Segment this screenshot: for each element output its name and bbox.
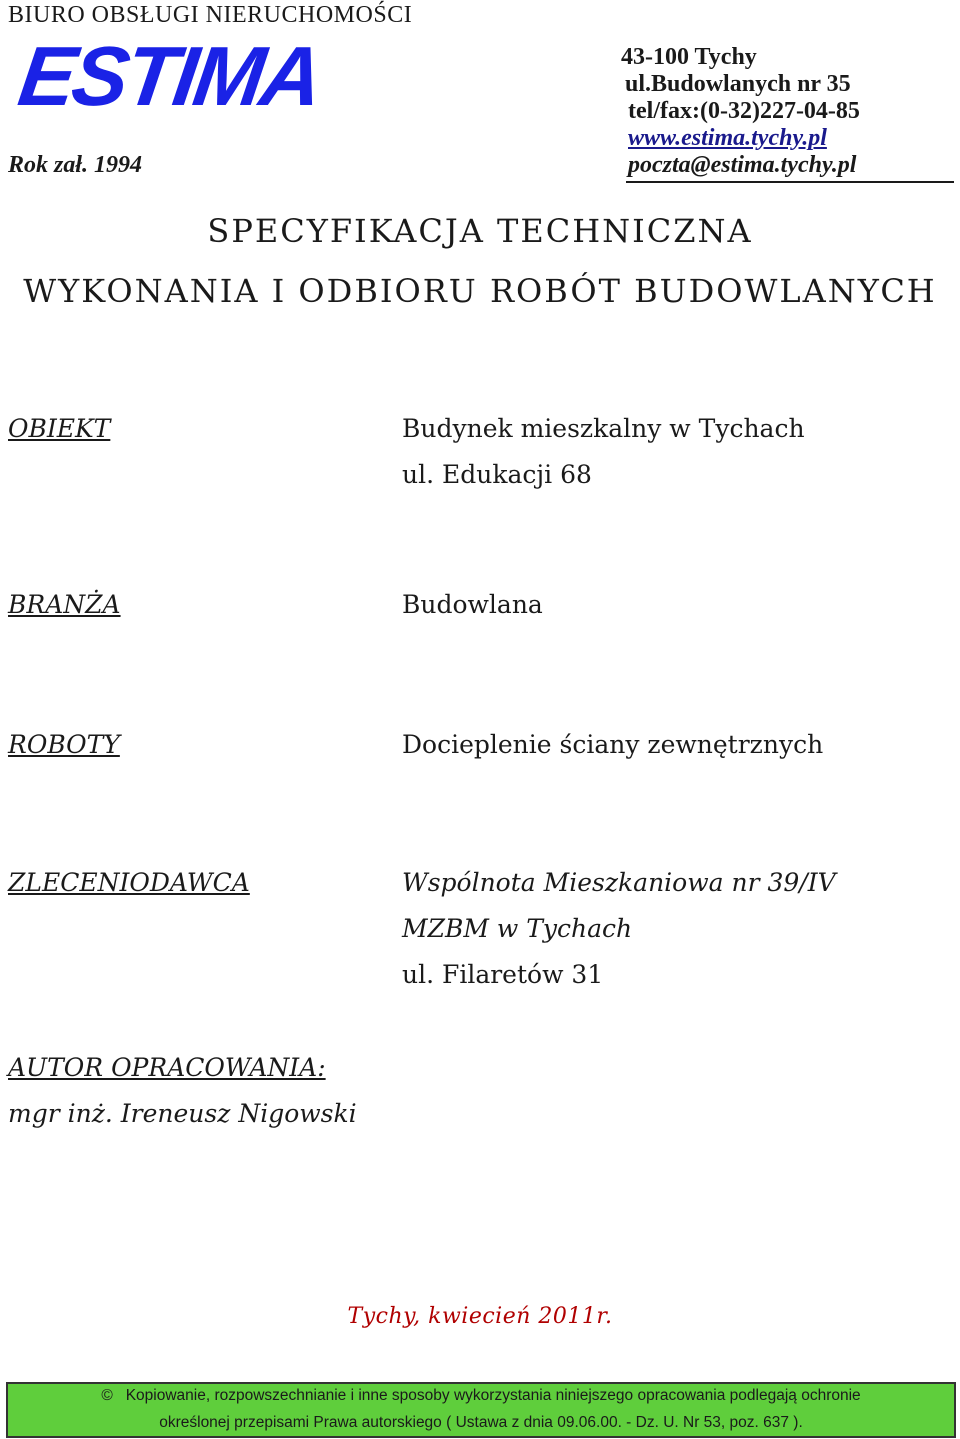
firm-name: BIURO OBSŁUGI NIERUCHOMOŚCI bbox=[8, 2, 413, 28]
zleceniodawca-value-line3: ul. Filaretów 31 bbox=[402, 960, 604, 989]
document-date: Tychy, kwiecień 2011r. bbox=[347, 1304, 613, 1329]
header-divider bbox=[626, 181, 954, 183]
zleceniodawca-value-line1: Wspólnota Mieszkaniowa nr 39/IV bbox=[402, 868, 836, 897]
spec-subtitle: WYKONANIA I ODBIORU ROBÓT BUDOWLANYCH bbox=[23, 272, 937, 310]
spec-title: SPECYFIKACJA TECHNICZNA bbox=[207, 212, 753, 250]
email-address: poczta@estima.tychy.pl bbox=[628, 152, 857, 178]
roboty-value: Docieplenie ściany zewnętrznych bbox=[402, 730, 824, 759]
copyright-line2: określonej przepisami Prawa autorskiego ( Ustawa z dnia 09.06.00. - Dz. U. Nr 53, poz. 637 ). bbox=[159, 1414, 803, 1431]
branza-label: BRANŻA bbox=[8, 590, 121, 619]
copyright-line1: Kopiowanie, rozpowszechnianie i inne sposoby wykorzystania niniejszego opracowania podlegają ochronie bbox=[125, 1387, 861, 1404]
copyright-icon: © bbox=[101, 1387, 113, 1404]
zleceniodawca-label: ZLECENIODAWCA bbox=[8, 868, 250, 897]
address-street: ul.Budowlanych nr 35 bbox=[625, 71, 851, 97]
phone-fax: tel/fax:(0-32)227-04-85 bbox=[628, 98, 860, 124]
estima-logo: ESTIMA bbox=[13, 29, 326, 123]
obiekt-value-line2: ul. Edukacji 68 bbox=[402, 460, 592, 489]
founded-year: Rok zał. 1994 bbox=[8, 152, 143, 178]
author-name: mgr inż. Ireneusz Nigowski bbox=[8, 1099, 357, 1128]
obiekt-value-line1: Budynek mieszkalny w Tychach bbox=[402, 414, 805, 443]
copyright-notice bbox=[6, 1382, 956, 1438]
zleceniodawca-value-line2: MZBM w Tychach bbox=[402, 914, 633, 943]
branza-value: Budowlana bbox=[402, 590, 543, 619]
obiekt-label: OBIEKT bbox=[8, 414, 111, 443]
website-link[interactable]: www.estima.tychy.pl bbox=[628, 125, 827, 151]
roboty-label: ROBOTY bbox=[8, 730, 120, 759]
author-label: AUTOR OPRACOWANIA: bbox=[8, 1053, 326, 1082]
address-city: 43-100 Tychy bbox=[621, 44, 757, 70]
